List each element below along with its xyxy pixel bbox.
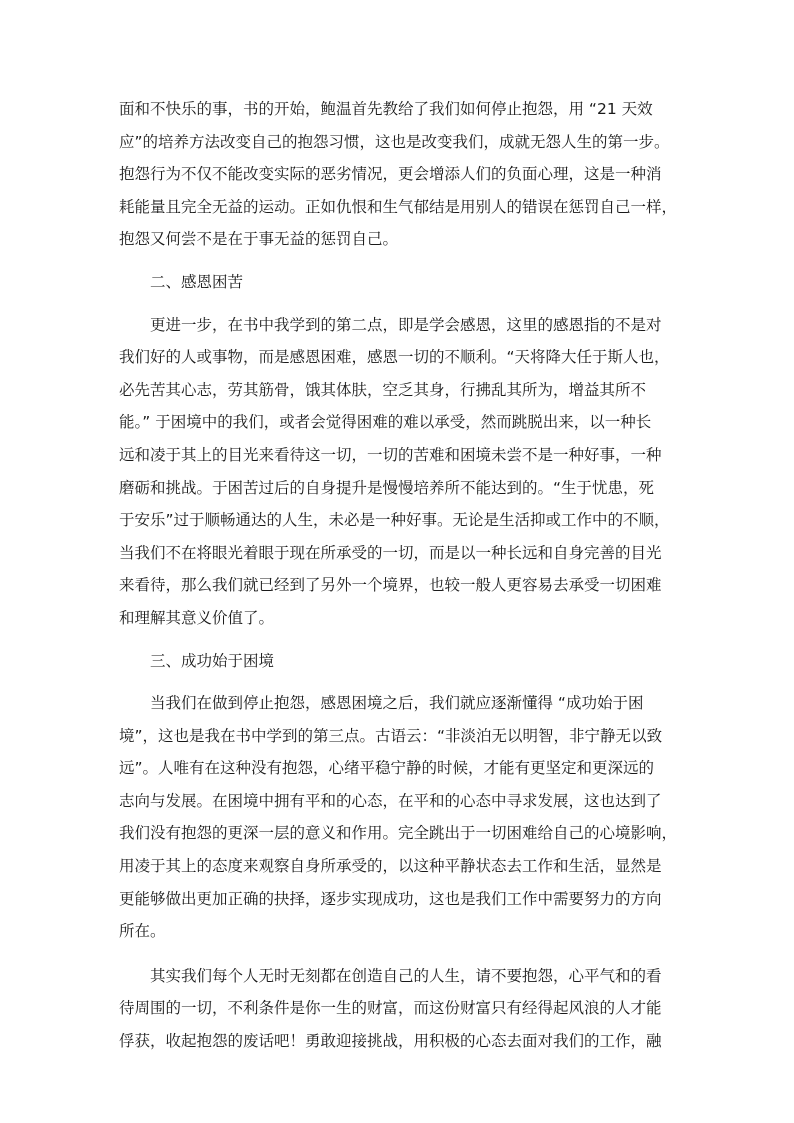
text-line: 用凌于其上的态度来观察自身所承受的，以这种平静状态去工作和生活，显然是 — [119, 857, 662, 876]
text-line: 应”的培养方法改变自己的抱怨习惯，这也是改变我们，成就无怨人生的第一步。 — [119, 132, 670, 151]
text-line: 磨砺和挑战。于困苦过后的自身提升是慢慢培养所不能达到的。“生于忧患，死 — [119, 478, 655, 497]
section-heading-3: 三、成功始于困境 — [150, 651, 275, 670]
text-line: 所在。 — [119, 922, 166, 941]
text-line: 和理解其意义价值了。 — [119, 608, 275, 627]
text-line: 能。” 于困境中的我们，或者会觉得困难的难以承受，然而跳脱出来，以一种长 — [119, 413, 652, 432]
paragraph-2 — [119, 309, 685, 635]
text-line: 俘获，收起抱怨的废话吧！勇敢迎接挑战，用积极的心态去面对我们的工作，融 — [119, 1032, 662, 1051]
text-line: 来看待，那么我们就已经到了另外一个境界，也较一般人更容易去承受一切困难 — [119, 576, 662, 595]
text-line: 远和凌于其上的目光来看待这一切，一切的苦难和困境未尝不是一种好事，一种 — [119, 445, 662, 464]
text-line: 抱怨行为不仅不能改变实际的恶劣情况，更会增添人们的负面心理，这是一种消 — [119, 165, 662, 184]
text-line: 耗能量且完全无益的运动。正如仇恨和生气郁结是用别人的错误在惩罚自己一样， — [119, 197, 678, 216]
paragraph-1 — [119, 93, 685, 256]
text-line: 抱怨又何尝不是在于事无益的惩罚自己。 — [119, 230, 399, 249]
text-line: 境”，这也是我在书中学到的第三点。古语云：“非淡泊无以明智，非宁静无以致 — [119, 726, 663, 745]
text-line: 更进一步，在书中我学到的第二点，即是学会感恩，这里的感恩指的不是对 — [150, 315, 662, 334]
text-line: 当我们在做到停止抱怨，感恩困境之后，我们就应逐渐懂得 “成功始于困 — [150, 694, 644, 713]
text-line: 面和不快乐的事，书的开始，鲍温首先教给了我们如何停止抱怨，用 “21 天效 — [119, 100, 653, 118]
text-line: 远”。人唯有在这种没有抱怨，心绪平稳宁静的时候，才能有更坚定和更深远的 — [119, 759, 655, 778]
text-line: 于安乐”过于顺畅通达的人生，未必是一种好事。无论是生活抑或工作中的不顺， — [119, 511, 670, 530]
text-line: 更能够做出更加正确的抉择，逐步实现成功，这也是我们工作中需要努力的方向 — [119, 889, 662, 908]
text-line: 我们没有抱怨的更深一层的意义和作用。完全跳出于一切困难给自己的心境影响， — [119, 824, 678, 843]
paragraph-4 — [119, 960, 685, 1058]
text-line: 其实我们每个人无时无刻都在创造自己的人生，请不要抱怨，心平气和的看 — [150, 966, 662, 985]
text-line: 我们好的人或事物，而是感恩困难，感恩一切的不顺利。“天将降大任于斯人也， — [119, 348, 670, 367]
text-line: 待周围的一切，不利条件是你一生的财富，而这份财富只有经得起风浪的人才能 — [119, 999, 662, 1018]
section-heading-2: 二、感恩困苦 — [150, 272, 244, 291]
text-line: 志向与发展。在困境中拥有平和的心态，在平和的心态中寻求发展，这也达到了 — [119, 791, 662, 810]
text-line: 当我们不在将眼光着眼于现在所承受的一切，而是以一种长远和自身完善的目光 — [119, 543, 662, 562]
document-body — [119, 93, 685, 1058]
text-line: 必先苦其心志，劳其筋骨，饿其体肤，空乏其身，行拂乱其所为，增益其所不 — [119, 380, 647, 399]
paragraph-3 — [119, 687, 685, 948]
